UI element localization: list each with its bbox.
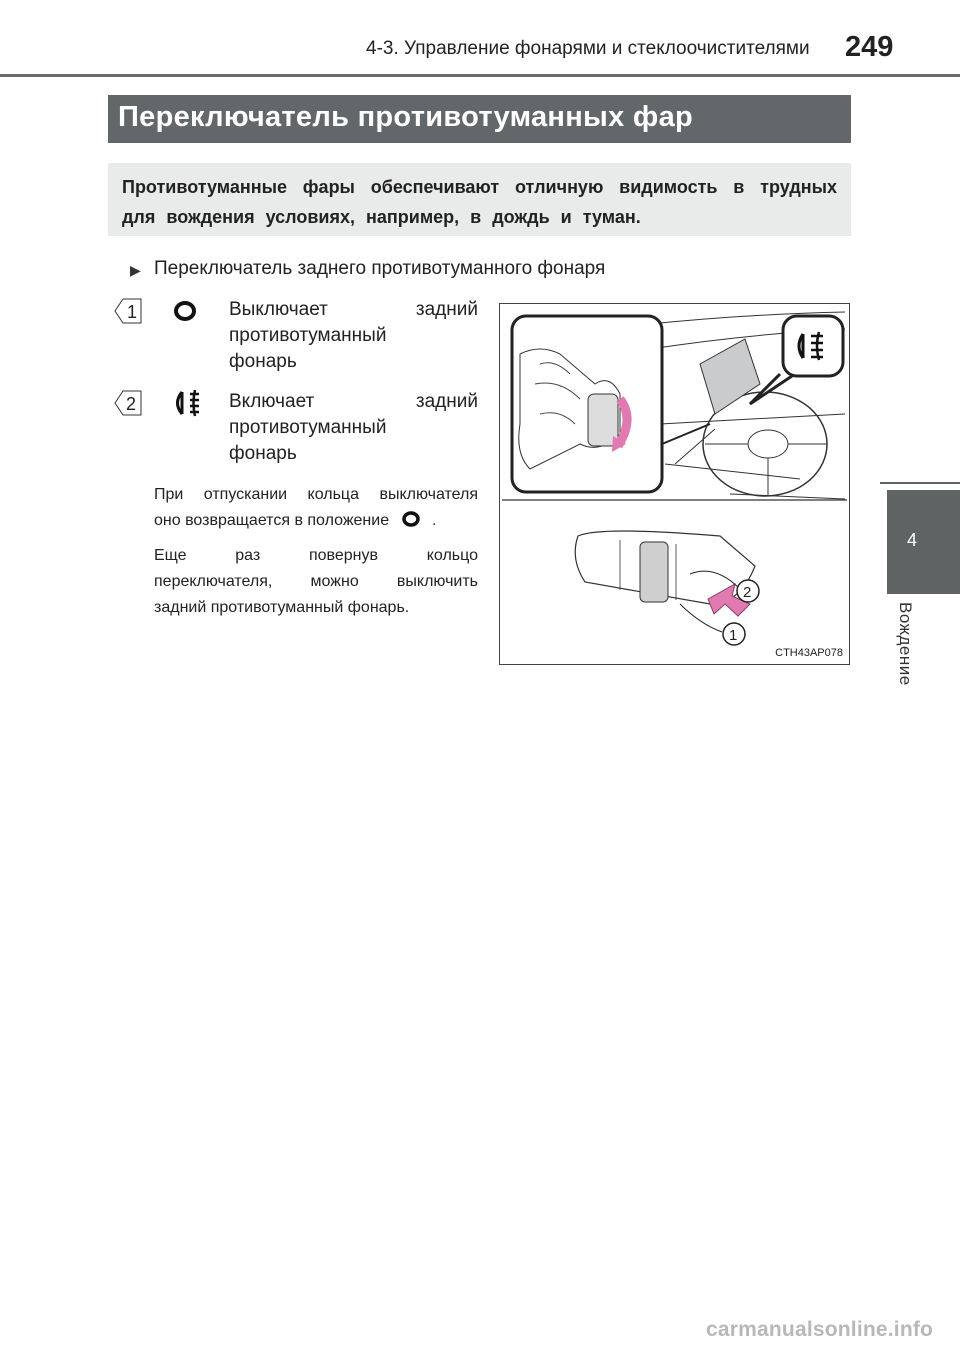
note-1-line-1: При отпускании кольца выключателя (154, 486, 478, 503)
callout-2: 2 (743, 584, 752, 601)
illustration (500, 304, 849, 664)
callout-1: 1 (729, 627, 738, 644)
note-1-line-2-text: оно возвращается в положение (154, 512, 390, 529)
chapter-number: 4 (907, 530, 918, 550)
item-2-text (229, 389, 478, 467)
item-2-line-3: фонарь (229, 443, 297, 464)
item-number-1-icon (113, 297, 143, 325)
note-1-line-2 (154, 508, 478, 534)
item-number-1: 1 (127, 302, 138, 322)
watermark: carmanualsonline.info (706, 1318, 934, 1341)
rear-fog-light-icon (168, 388, 204, 418)
item-1-line-2: противотуманный (229, 325, 387, 346)
item-number-2-icon (113, 389, 143, 417)
chapter-tab (887, 490, 960, 594)
note-2-line-1: Еще раз повернув кольцо (154, 547, 478, 564)
icon-callout (750, 316, 843, 404)
item-2-line-2: противотуманный (229, 417, 387, 438)
note-2-line-3: задний противотуманный фонарь. (154, 599, 410, 616)
item-1-text (229, 297, 478, 375)
page-number: 249 (845, 31, 894, 63)
subheading: Переключатель заднего противотуманного фонаря (154, 258, 606, 279)
item-1-line-1: Выключает задний (229, 299, 478, 320)
switch-lever (575, 531, 759, 645)
illustration-figure (499, 303, 850, 665)
note-return (154, 482, 478, 534)
triangle-bullet-icon: ▶ (130, 262, 141, 278)
item-number-2: 2 (126, 394, 137, 414)
note-turn-off (154, 543, 478, 621)
header-rule (0, 74, 960, 77)
chapter-label: Вождение (896, 602, 915, 686)
fog-light-off-icon (172, 299, 198, 323)
item-1-line-3: фонарь (229, 351, 297, 372)
side-tab-rule (880, 482, 960, 484)
page-title: Переключатель противотуманных фар (118, 101, 694, 133)
section-heading: 4-3. Управление фонарями и стеклоочистителями (366, 38, 810, 59)
intro-text: Противотуманные фары обеспечивают отличную видимость в трудных для вождения условиях, например, в дождь и туман. (122, 177, 837, 227)
note-1-end: . (432, 512, 437, 529)
note-2-line-2: переключателя, можно выключить (154, 573, 478, 590)
fog-light-off-inline-icon (394, 509, 428, 529)
item-2-line-1: Включает задний (229, 391, 478, 412)
chapter-label-box (895, 602, 925, 692)
figure-code: CTH43AP078 (775, 647, 843, 659)
